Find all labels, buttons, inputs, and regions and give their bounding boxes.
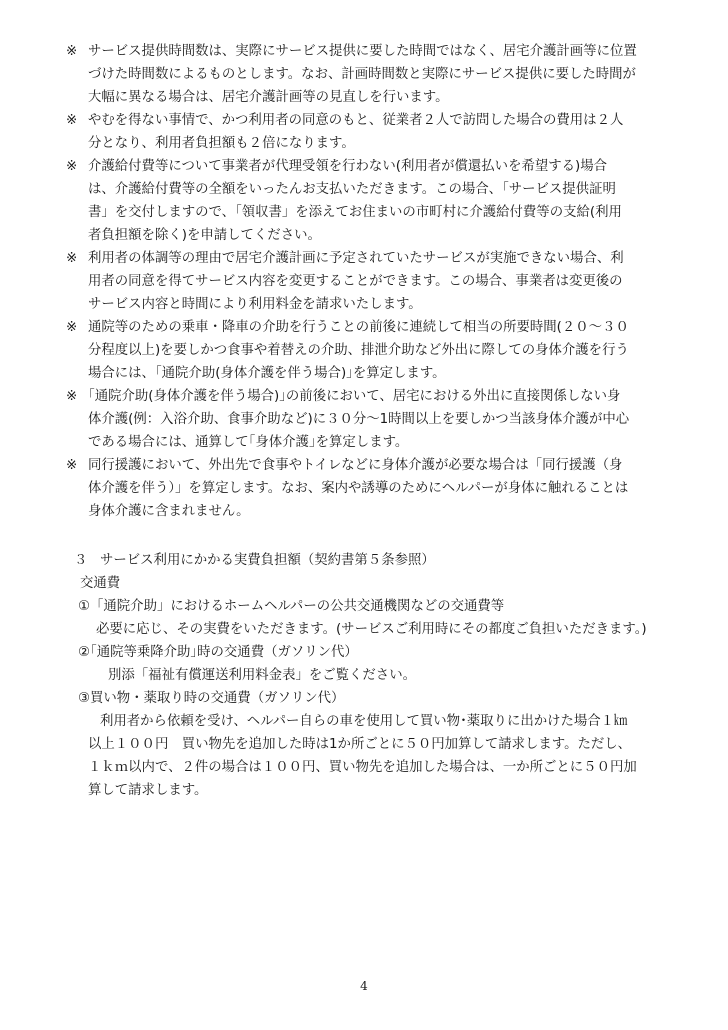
note-line: 者負担額を除く)を申請してください。 <box>88 228 321 243</box>
paragraph-line: 算して請求します。 <box>88 783 208 798</box>
item-title: ②｢通院等乗降介助｣時の交通費（ガソリン代） <box>78 645 358 660</box>
note-text <box>88 454 698 523</box>
note-text <box>88 109 698 155</box>
note-text <box>88 40 698 109</box>
paragraph-line: 利用者から依頼を受け、ヘルパー自らの車を使用して買い物･薬取りに出かけた場合１㎞ <box>100 714 628 729</box>
note-line: 大幅に異なる場合は、居宅介護計画等の見直しを行います。 <box>88 90 449 105</box>
note-mark: ※ <box>66 113 78 128</box>
note-line: づけた時間数によるものとします。なお、計画時間数と実際にサービス提供に要した時間が <box>88 67 636 82</box>
note-line: 同行援護において、外出先で食事やトイレなどに身体介護が必要な場合は「同行援護（身 <box>88 458 623 473</box>
item-paragraph <box>66 710 706 802</box>
note-line: は、介護給付費等の全額をいったんお支払いただきます。この場合、「サービス提供証明 <box>88 182 616 197</box>
note-item <box>66 155 698 247</box>
note-text <box>88 155 698 247</box>
item-text: 別添「福祉有償運送利用料金表」をご覧ください。 <box>108 668 416 683</box>
note-line: 介護給付費等について事業者が代理受領を行わない(利用者が償還払いを希望する)場合 <box>88 159 608 174</box>
note-line: 身体介護に含まれません。 <box>88 504 250 519</box>
item-title: ③買い物・薬取り時の交通費（ガソリン代） <box>78 691 345 706</box>
expense-section <box>66 549 706 802</box>
note-item <box>66 454 698 523</box>
note-mark: ※ <box>66 159 78 174</box>
note-line: である場合には、通算して｢身体介護｣を算定します。 <box>88 435 409 450</box>
paragraph-line: 以上１００円 買い物先を追加した時は1か所ごとに５０円加算して請求します。ただし、 <box>88 737 632 752</box>
note-line: 体介護を伴う）」を算定します。なお、案内や誘導のためにヘルパーが身体に触れることは <box>88 481 629 496</box>
page-number: 4 <box>360 979 368 993</box>
note-text <box>88 385 698 454</box>
note-mark: ※ <box>66 44 78 59</box>
note-mark: ※ <box>66 458 78 473</box>
item-text: 必要に応じ、その実費をいただきます。(サービスご利用時にその都度ご負担いただきます。) <box>96 622 647 637</box>
item-title: ①「通院介助」におけるホームヘルパーの公共交通機関などの交通費等 <box>78 599 505 614</box>
note-text <box>88 316 698 385</box>
note-mark: ※ <box>66 251 78 266</box>
note-line: 分となり、利用者負担額も２倍になります。 <box>88 136 355 151</box>
note-line: 分程度以上)を要しかつ食事や着替えの介助、排泄介助など外出に際しての身体介護を行う <box>88 343 629 358</box>
note-item <box>66 247 698 316</box>
note-line: 用者の同意を得てサービス内容を変更することができます。この場合、事業者は変更後の <box>88 274 623 289</box>
note-line: サービス内容と時間により利用料金を請求いたします。 <box>88 297 422 312</box>
note-text <box>88 247 698 316</box>
note-item <box>66 385 698 454</box>
paragraph-line: １ｋｍ以内で、２件の場合は１００円、買い物先を追加した場合は、一か所ごとに５０円加 <box>88 760 637 775</box>
notes-list <box>66 40 698 523</box>
note-line: 書」を交付しますので、「領収書」を添えてお住まいの市町村に介護給付費等の支給(利用 <box>88 205 622 220</box>
note-item <box>66 40 698 109</box>
section-heading <box>66 549 706 572</box>
transport-label: 交通費 <box>80 576 121 591</box>
note-line: ｢通院介助(身体介護を伴う場合)｣の前後において、居宅における外出に直接関係しない身 <box>88 389 621 404</box>
section-title: サービス利用にかかる実費負担額（契約書第５条参照） <box>100 553 435 568</box>
note-item <box>66 109 698 155</box>
note-line: やむを得ない事情で、かつ利用者の同意のもと、従業者２人で訪問した場合の費用は２人 <box>88 113 624 128</box>
note-mark: ※ <box>66 320 78 335</box>
note-line: 通院等のための乗車・降車の介助を行うことの前後に連続して相当の所要時間(２０～３０ <box>88 320 629 335</box>
note-line: 体介護(例：入浴介助、食事介助など)に３０分～1時間以上を要しかつ当該身体介護が中心 <box>88 412 630 427</box>
note-line: 場合には、｢通院介助(身体介護を伴う場合)｣を算定します。 <box>88 366 446 381</box>
note-line: サービス提供時間数は、実際にサービス提供に要した時間ではなく、居宅介護計画等に位置 <box>88 44 637 59</box>
note-line: 利用者の体調等の理由で居宅介護計画に予定されていたサービスが実施できない場合、利 <box>88 251 624 266</box>
section-number: ３ <box>74 553 88 568</box>
note-item <box>66 316 698 385</box>
note-mark: ※ <box>66 389 78 404</box>
